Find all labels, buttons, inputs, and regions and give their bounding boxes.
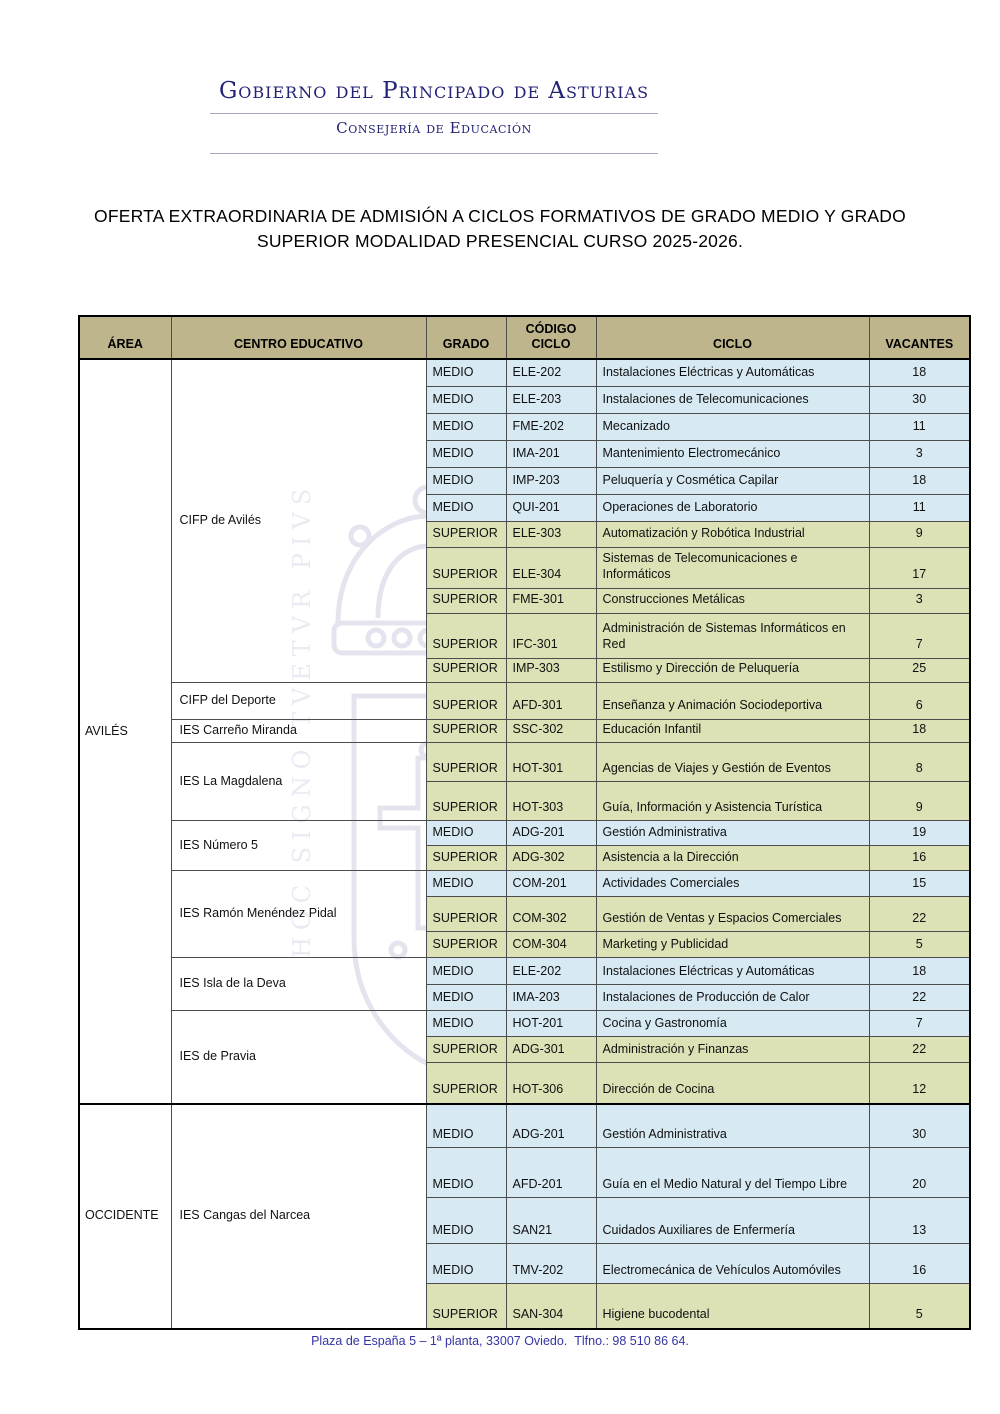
table-row [79, 743, 970, 782]
department-name: Consejería de Educación [336, 119, 532, 137]
offer-table-body [79, 359, 970, 1329]
government-name: Gobierno del Principado de Asturias [218, 78, 650, 104]
grade-cell: SUPERIOR [426, 521, 506, 547]
table-row [79, 359, 970, 386]
code-cell: SAN21 [506, 1198, 596, 1244]
table-row [79, 871, 970, 897]
vacancies-cell: 30 [869, 1104, 970, 1148]
code-cell: FME-202 [506, 413, 596, 440]
grade-cell: MEDIO [426, 1104, 506, 1148]
code-cell: HOT-306 [506, 1063, 596, 1104]
cycle-cell: Asistencia a la Dirección [596, 846, 869, 871]
vacancies-cell: 11 [869, 413, 970, 440]
grade-cell: SUPERIOR [426, 897, 506, 932]
vacancies-cell: 18 [869, 958, 970, 985]
vacancies-cell: 22 [869, 1037, 970, 1063]
vacancies-cell: 9 [869, 782, 970, 821]
vacancies-cell: 18 [869, 359, 970, 386]
cycle-cell: Agencias de Viajes y Gestión de Eventos [596, 743, 869, 782]
grade-cell: MEDIO [426, 1148, 506, 1198]
code-cell: IMA-203 [506, 985, 596, 1011]
code-cell: ELE-202 [506, 958, 596, 985]
grade-cell: SUPERIOR [426, 719, 506, 743]
code-cell: HOT-301 [506, 743, 596, 782]
cycle-cell: Administración de Sistemas Informáticos en Red [596, 613, 869, 658]
code-cell: COM-201 [506, 871, 596, 897]
grade-cell: SUPERIOR [426, 743, 506, 782]
center-cell: IES Número 5 [171, 821, 426, 871]
vacancies-cell: 11 [869, 494, 970, 521]
grade-cell: MEDIO [426, 871, 506, 897]
page-title: OFERTA EXTRAORDINARIA DE ADMISIÓN A CICLOS FORMATIVOS DE GRADO MEDIO Y GRADO SUPERIOR MODALIDAD PRESENCIAL CURSO 2025-2026. [94, 206, 906, 251]
cycle-cell: Construcciones Metálicas [596, 588, 869, 613]
area-cell: AVILÉS [79, 359, 171, 1104]
vacancies-cell: 3 [869, 588, 970, 613]
cycle-cell: Electromecánica de Vehículos Automóviles [596, 1244, 869, 1284]
grade-cell: MEDIO [426, 467, 506, 494]
code-cell: SSC-302 [506, 719, 596, 743]
vacancies-cell: 25 [869, 658, 970, 682]
grade-cell: SUPERIOR [426, 588, 506, 613]
area-cell: OCCIDENTE [79, 1104, 171, 1329]
table-header-row [79, 316, 970, 359]
center-cell: IES Ramón Menéndez Pidal [171, 871, 426, 958]
cycle-cell: Enseñanza y Animación Sociodeportiva [596, 682, 869, 719]
code-cell: HOT-201 [506, 1011, 596, 1037]
col-header-vacantes: VACANTES [869, 316, 970, 359]
code-cell: IMP-203 [506, 467, 596, 494]
code-cell: ADG-302 [506, 846, 596, 871]
vacancies-cell: 8 [869, 743, 970, 782]
code-cell: TMV-202 [506, 1244, 596, 1284]
vacancies-cell: 30 [869, 386, 970, 413]
cycle-cell: Cocina y Gastronomía [596, 1011, 869, 1037]
cycle-cell: Guía en el Medio Natural y del Tiempo Libre [596, 1148, 869, 1198]
vacancies-cell: 20 [869, 1148, 970, 1198]
vacancies-cell: 22 [869, 985, 970, 1011]
grade-cell: MEDIO [426, 386, 506, 413]
grade-cell: MEDIO [426, 440, 506, 467]
cycle-cell: Instalaciones Eléctricas y Automáticas [596, 359, 869, 386]
grade-cell: SUPERIOR [426, 932, 506, 958]
table-row [79, 821, 970, 846]
code-cell: ADG-201 [506, 821, 596, 846]
grade-cell: MEDIO [426, 958, 506, 985]
center-cell: IES Isla de la Deva [171, 958, 426, 1011]
code-cell: ELE-202 [506, 359, 596, 386]
vacancies-cell: 18 [869, 467, 970, 494]
cycle-cell: Higiene bucodental [596, 1284, 869, 1329]
cycle-cell: Cuidados Auxiliares de Enfermería [596, 1198, 869, 1244]
code-cell: AFD-201 [506, 1148, 596, 1198]
cycle-cell: Instalaciones de Producción de Calor [596, 985, 869, 1011]
vacancies-cell: 22 [869, 897, 970, 932]
cycle-cell: Guía, Información y Asistencia Turística [596, 782, 869, 821]
cycle-cell: Automatización y Robótica Industrial [596, 521, 869, 547]
code-cell: ELE-203 [506, 386, 596, 413]
vacancies-cell: 9 [869, 521, 970, 547]
code-cell: SAN-304 [506, 1284, 596, 1329]
grade-cell: SUPERIOR [426, 1284, 506, 1329]
center-cell: IES La Magdalena [171, 743, 426, 821]
grade-cell: MEDIO [426, 359, 506, 386]
offer-table [78, 315, 971, 1330]
grade-cell: MEDIO [426, 985, 506, 1011]
col-header-centro: CENTRO EDUCATIVO [171, 316, 426, 359]
col-header-area: ÁREA [79, 316, 171, 359]
cycle-cell: Mantenimiento Electromecánico [596, 440, 869, 467]
cycle-cell: Instalaciones de Telecomunicaciones [596, 386, 869, 413]
vacancies-cell: 6 [869, 682, 970, 719]
cycle-cell: Marketing y Publicidad [596, 932, 869, 958]
col-header-codigo-ciclo: CÓDIGO CICLO [506, 316, 596, 359]
grade-cell: MEDIO [426, 1244, 506, 1284]
cycle-cell: Actividades Comerciales [596, 871, 869, 897]
cycle-cell: Mecanizado [596, 413, 869, 440]
code-cell: ADG-201 [506, 1104, 596, 1148]
code-cell: IMP-303 [506, 658, 596, 682]
grade-cell: MEDIO [426, 821, 506, 846]
branding-block [210, 78, 658, 154]
col-header-ciclo: CICLO [596, 316, 869, 359]
cycle-cell: Sistemas de Telecomunicaciones e Informáticos [596, 547, 869, 588]
table-row [79, 719, 970, 743]
center-cell: IES Carreño Miranda [171, 719, 426, 743]
code-cell: IFC-301 [506, 613, 596, 658]
cycle-cell: Administración y Finanzas [596, 1037, 869, 1063]
code-cell: ADG-301 [506, 1037, 596, 1063]
cycle-cell: Dirección de Cocina [596, 1063, 869, 1104]
grade-cell: MEDIO [426, 1011, 506, 1037]
grade-cell: SUPERIOR [426, 658, 506, 682]
divider [210, 153, 658, 154]
table-row [79, 1104, 970, 1148]
vacancies-cell: 17 [869, 547, 970, 588]
vacancies-cell: 5 [869, 932, 970, 958]
code-cell: ELE-304 [506, 547, 596, 588]
cycle-cell: Gestión Administrativa [596, 821, 869, 846]
vacancies-cell: 15 [869, 871, 970, 897]
watermark-motto: HOC SIGNO TVETVR PIVS [288, 481, 316, 958]
grade-cell: MEDIO [426, 413, 506, 440]
vacancies-cell: 3 [869, 440, 970, 467]
table-row [79, 958, 970, 985]
cycle-cell: Estilismo y Dirección de Peluquería [596, 658, 869, 682]
cycle-cell: Operaciones de Laboratorio [596, 494, 869, 521]
table-row [79, 1011, 970, 1037]
grade-cell: SUPERIOR [426, 1063, 506, 1104]
cycle-cell: Gestión de Ventas y Espacios Comerciales [596, 897, 869, 932]
vacancies-cell: 19 [869, 821, 970, 846]
vacancies-cell: 13 [869, 1198, 970, 1244]
col-header-grado: GRADO [426, 316, 506, 359]
code-cell: AFD-301 [506, 682, 596, 719]
cycle-cell: Instalaciones Eléctricas y Automáticas [596, 958, 869, 985]
cycle-cell: Peluquería y Cosmética Capilar [596, 467, 869, 494]
cycle-cell: Educación Infantil [596, 719, 869, 743]
vacancies-cell: 16 [869, 846, 970, 871]
grade-cell: SUPERIOR [426, 682, 506, 719]
grade-cell: SUPERIOR [426, 782, 506, 821]
code-cell: IMA-201 [506, 440, 596, 467]
center-cell: IES Cangas del Narcea [171, 1104, 426, 1329]
grade-cell: SUPERIOR [426, 846, 506, 871]
vacancies-cell: 7 [869, 1011, 970, 1037]
vacancies-cell: 7 [869, 613, 970, 658]
table-row [79, 682, 970, 719]
center-cell: CIFP de Avilés [171, 359, 426, 682]
vacancies-cell: 16 [869, 1244, 970, 1284]
grade-cell: MEDIO [426, 1198, 506, 1244]
grade-cell: SUPERIOR [426, 1037, 506, 1063]
center-cell: CIFP del Deporte [171, 682, 426, 719]
grade-cell: SUPERIOR [426, 613, 506, 658]
grade-cell: SUPERIOR [426, 547, 506, 588]
code-cell: FME-301 [506, 588, 596, 613]
code-cell: QUI-201 [506, 494, 596, 521]
code-cell: COM-304 [506, 932, 596, 958]
code-cell: ELE-303 [506, 521, 596, 547]
vacancies-cell: 12 [869, 1063, 970, 1104]
vacancies-cell: 18 [869, 719, 970, 743]
vacancies-cell: 5 [869, 1284, 970, 1329]
grade-cell: MEDIO [426, 494, 506, 521]
cycle-cell: Gestión Administrativa [596, 1104, 869, 1148]
code-cell: HOT-303 [506, 782, 596, 821]
center-cell: IES de Pravia [171, 1011, 426, 1104]
footer-address: Plaza de España 5 – 1ª planta, 33007 Oviedo. Tlfno.: 98 510 86 64. [311, 1334, 689, 1348]
code-cell: COM-302 [506, 897, 596, 932]
